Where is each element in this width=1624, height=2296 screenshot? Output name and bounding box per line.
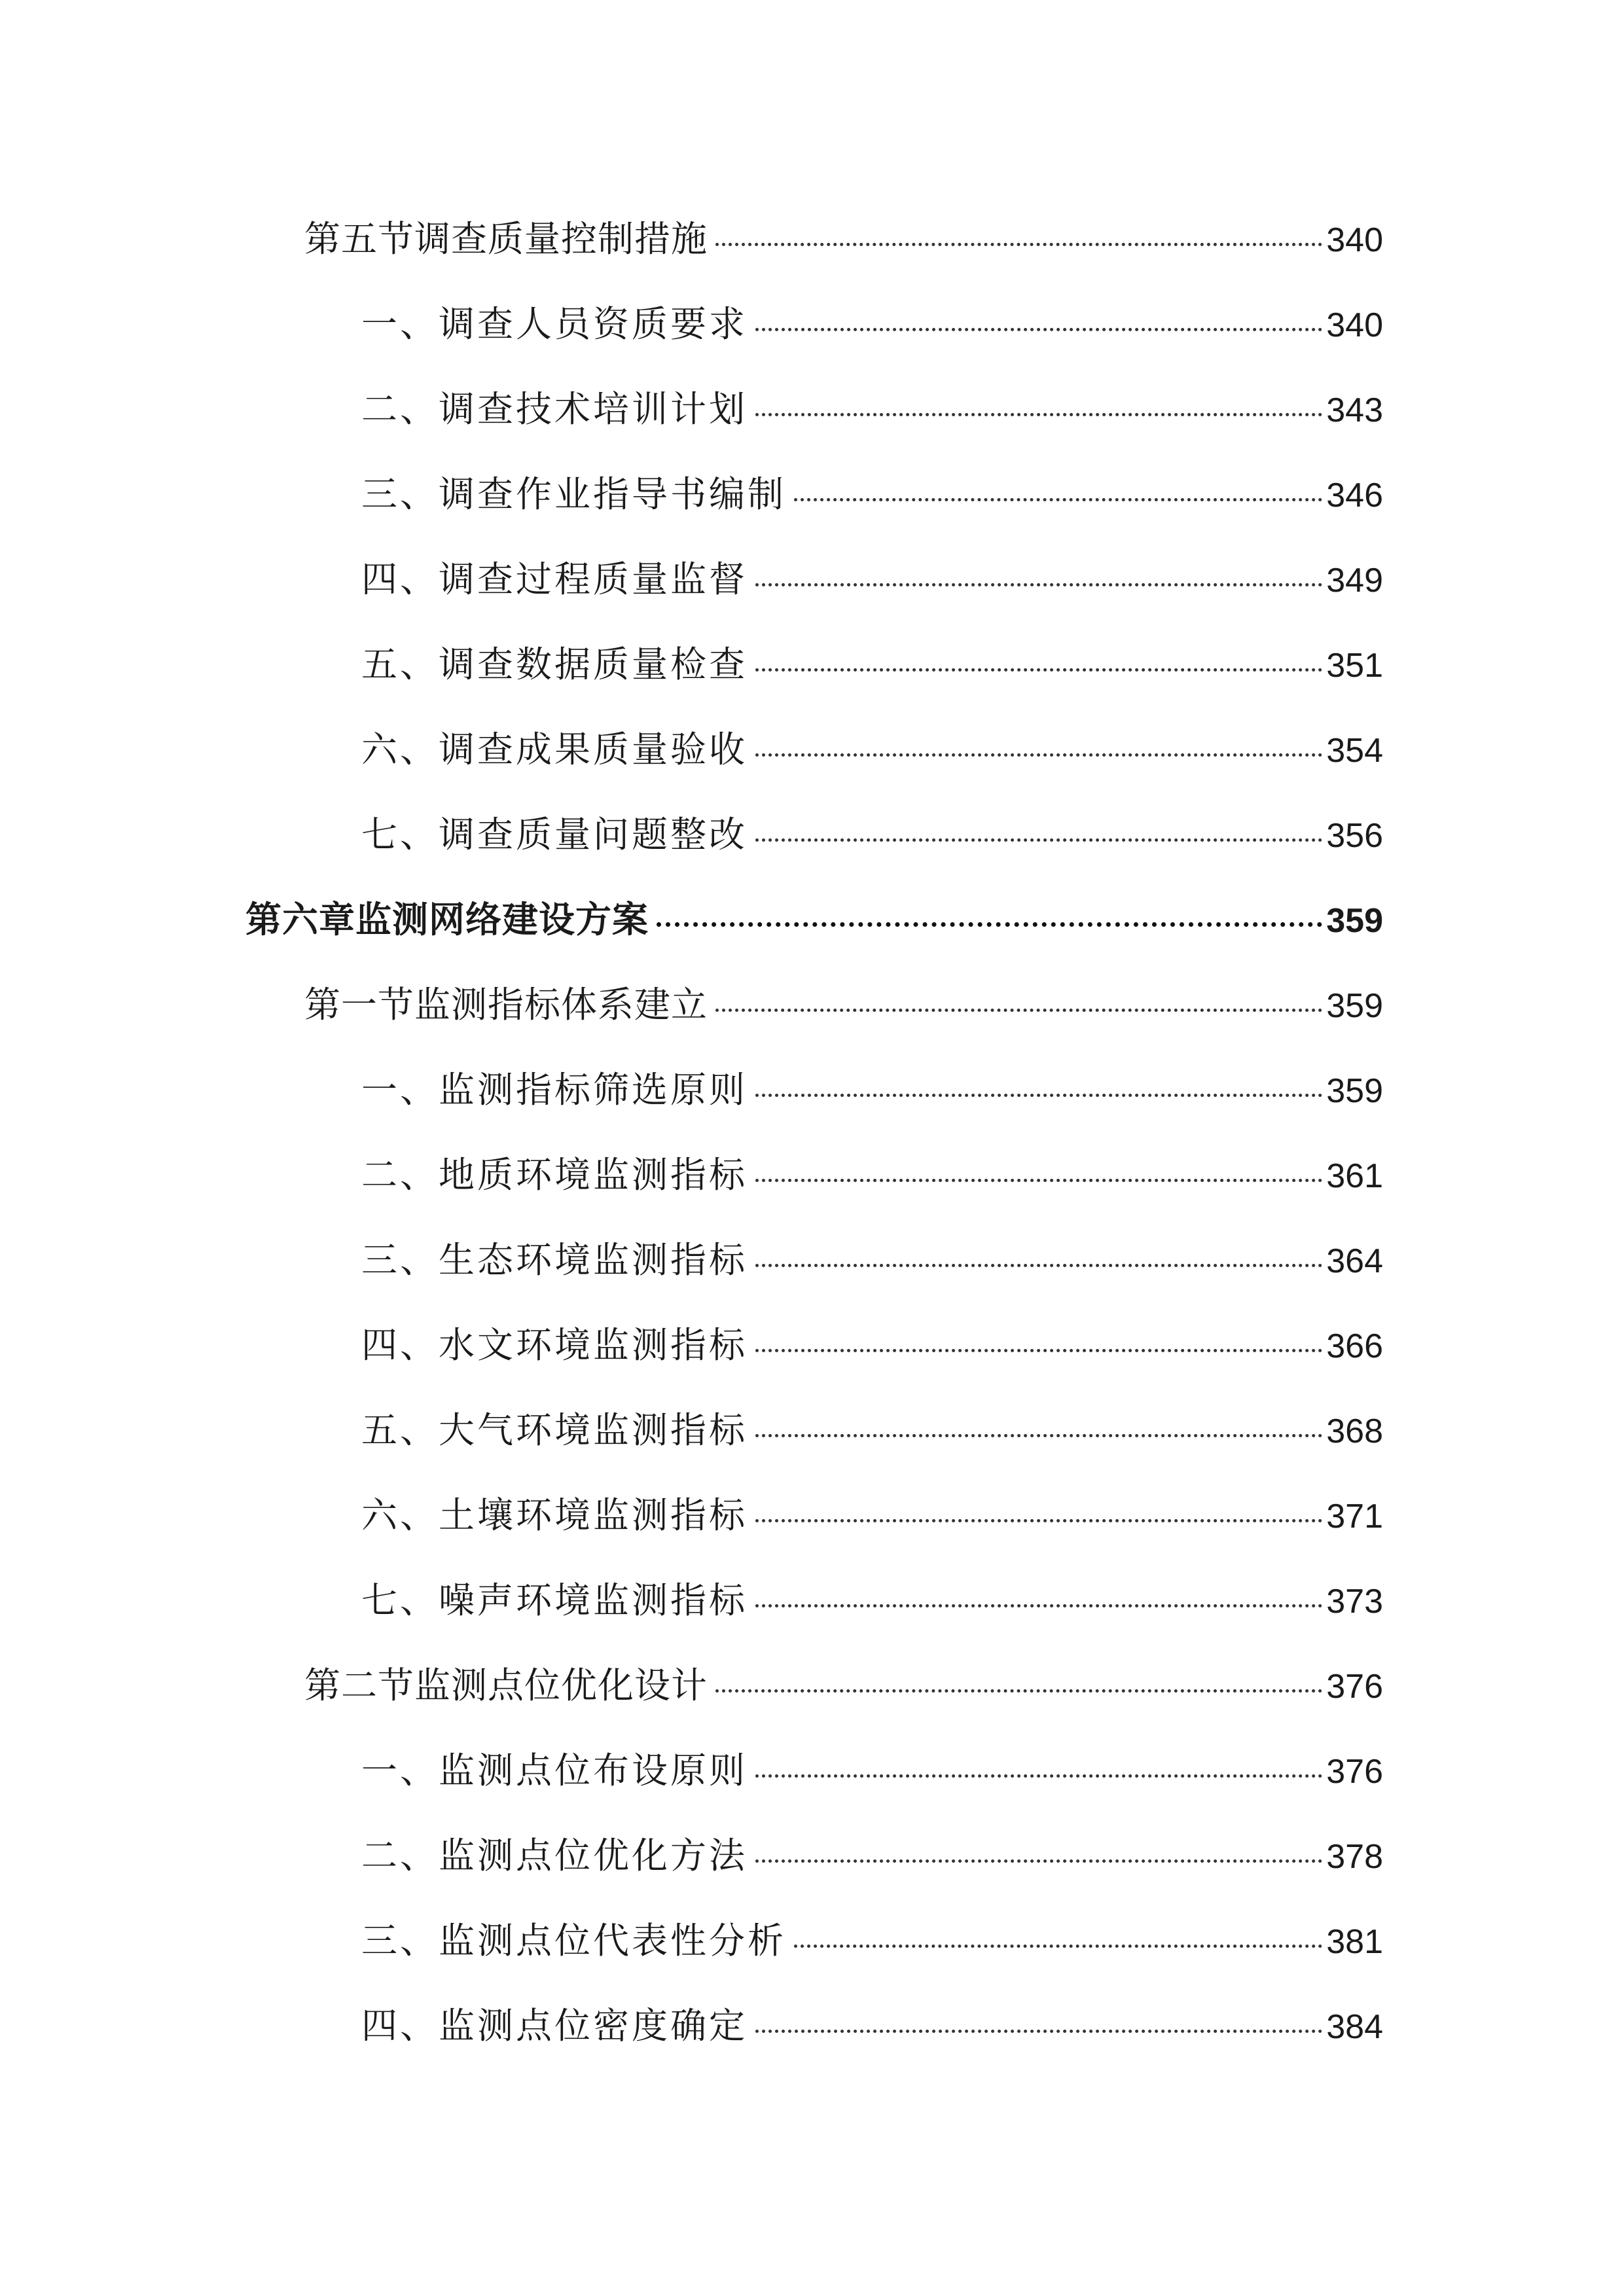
toc-dot-leader bbox=[755, 1774, 1322, 1778]
toc-page-number: 356 bbox=[1326, 817, 1383, 855]
toc-dot-leader bbox=[755, 1094, 1322, 1097]
toc-entry-title: 第二节监测点位优化设计 bbox=[304, 1664, 708, 1706]
toc-dot-leader bbox=[755, 668, 1322, 672]
toc-dot-leader bbox=[755, 328, 1322, 331]
toc-entry-subsection[interactable] bbox=[361, 1744, 1383, 1797]
toc-page-number: 340 bbox=[1326, 306, 1383, 344]
toc-entry-title: 二、地质环境监测指标 bbox=[361, 1154, 748, 1196]
toc-page-number: 371 bbox=[1326, 1498, 1383, 1535]
toc-dot-leader bbox=[755, 413, 1322, 416]
toc-dot-leader bbox=[755, 1434, 1322, 1437]
toc-dot-leader bbox=[755, 1859, 1322, 1863]
toc-page-number: 368 bbox=[1326, 1412, 1383, 1450]
toc-dot-leader bbox=[755, 838, 1322, 842]
toc-entry-title: 第一节监测指标体系建立 bbox=[304, 984, 708, 1026]
toc-page-number: 359 bbox=[1326, 1072, 1383, 1110]
toc-entry-title: 三、生态环境监测指标 bbox=[361, 1239, 748, 1281]
toc-entry-subsection[interactable] bbox=[361, 2000, 1383, 2052]
toc-page-number: 378 bbox=[1326, 1838, 1383, 1876]
toc-page-number: 366 bbox=[1326, 1327, 1383, 1365]
toc-page-number: 343 bbox=[1326, 391, 1383, 429]
toc-dot-leader bbox=[715, 1689, 1322, 1693]
toc-dot-leader bbox=[755, 1604, 1322, 1607]
toc-dot-leader bbox=[755, 753, 1322, 757]
toc-entry-title: 七、噪声环境监测指标 bbox=[361, 1579, 748, 1621]
toc-entry-subsection[interactable] bbox=[361, 468, 1383, 520]
toc-page-number: 384 bbox=[1326, 2008, 1383, 2046]
toc-entry-title: 四、调查过程质量监督 bbox=[361, 558, 748, 600]
toc-entry-chapter[interactable] bbox=[245, 893, 1383, 946]
toc-entry-subsection[interactable] bbox=[361, 1319, 1383, 1371]
toc-dot-leader bbox=[755, 583, 1322, 586]
toc-page-number: 361 bbox=[1326, 1157, 1383, 1195]
toc-dot-leader bbox=[755, 1519, 1322, 1522]
toc-page-number: 354 bbox=[1326, 732, 1383, 770]
toc-entry-title: 一、调查人员资质要求 bbox=[361, 303, 748, 345]
toc-page-number: 351 bbox=[1326, 647, 1383, 685]
toc-entry-title: 五、调查数据质量检查 bbox=[361, 643, 748, 685]
toc-entry-title: 六、土壤环境监测指标 bbox=[361, 1494, 748, 1536]
toc-entry-title: 一、监测指标筛选原则 bbox=[361, 1069, 748, 1111]
toc-entry-title: 一、监测点位布设原则 bbox=[361, 1749, 748, 1791]
toc-entry-title: 五、大气环境监测指标 bbox=[361, 1409, 748, 1451]
toc-entry-section[interactable] bbox=[304, 1659, 1383, 1712]
toc-entry-title: 四、监测点位密度确定 bbox=[361, 2005, 748, 2047]
toc-dot-leader bbox=[715, 243, 1322, 246]
toc-entry-subsection[interactable] bbox=[361, 723, 1383, 776]
toc-dot-leader bbox=[657, 922, 1322, 927]
toc-entry-subsection[interactable] bbox=[361, 1064, 1383, 1116]
toc-page-number: 364 bbox=[1326, 1242, 1383, 1280]
toc-entry-subsection[interactable] bbox=[361, 383, 1383, 435]
toc-entry-subsection[interactable] bbox=[361, 1149, 1383, 1201]
toc-dot-leader bbox=[794, 1945, 1322, 1948]
toc-dot-leader bbox=[755, 1264, 1322, 1267]
toc-entry-title: 六、调查成果质量验收 bbox=[361, 728, 748, 770]
toc-entry-subsection[interactable] bbox=[361, 1489, 1383, 1541]
toc-dot-leader bbox=[755, 1349, 1322, 1352]
toc-dot-leader bbox=[794, 498, 1322, 501]
toc-page-number: 373 bbox=[1326, 1583, 1383, 1621]
toc-entry-title: 七、调查质量问题整改 bbox=[361, 814, 748, 855]
toc-entry-subsection[interactable] bbox=[361, 1914, 1383, 1967]
toc-entry-subsection[interactable] bbox=[361, 1234, 1383, 1286]
toc-entry-title: 四、水文环境监测指标 bbox=[361, 1324, 748, 1366]
toc-entry-title: 三、调查作业指导书编制 bbox=[361, 473, 787, 515]
toc-entry-subsection[interactable] bbox=[361, 1404, 1383, 1456]
toc-dot-leader bbox=[755, 2030, 1322, 2033]
toc-dot-leader bbox=[715, 1009, 1322, 1012]
toc-page-number: 359 bbox=[1326, 987, 1383, 1025]
toc-entry-subsection[interactable] bbox=[361, 638, 1383, 691]
toc-page-number: 381 bbox=[1326, 1923, 1383, 1961]
toc-entry-subsection[interactable] bbox=[361, 808, 1383, 861]
toc-entry-title: 第六章监测网络建设方案 bbox=[245, 899, 649, 941]
toc-entry-subsection[interactable] bbox=[361, 1829, 1383, 1882]
toc-entry-section[interactable] bbox=[304, 213, 1383, 265]
toc-entry-subsection[interactable] bbox=[361, 1574, 1383, 1626]
toc-entry-title: 二、监测点位优化方法 bbox=[361, 1835, 748, 1876]
toc-entry-section[interactable] bbox=[304, 978, 1383, 1031]
toc-page-number: 376 bbox=[1326, 1753, 1383, 1791]
toc-entry-subsection[interactable] bbox=[361, 298, 1383, 350]
toc-entry-title: 二、调查技术培训计划 bbox=[361, 388, 748, 430]
toc-page-number: 346 bbox=[1326, 476, 1383, 514]
toc-page-number: 359 bbox=[1326, 902, 1383, 940]
toc-page-number: 349 bbox=[1326, 562, 1383, 600]
toc-page-number: 376 bbox=[1326, 1668, 1383, 1706]
toc-dot-leader bbox=[755, 1179, 1322, 1182]
toc-entry-subsection[interactable] bbox=[361, 553, 1383, 605]
toc-entry-title: 三、监测点位代表性分析 bbox=[361, 1920, 787, 1962]
toc-entry-title: 第五节调查质量控制措施 bbox=[304, 218, 708, 260]
toc-page-number: 340 bbox=[1326, 221, 1383, 259]
